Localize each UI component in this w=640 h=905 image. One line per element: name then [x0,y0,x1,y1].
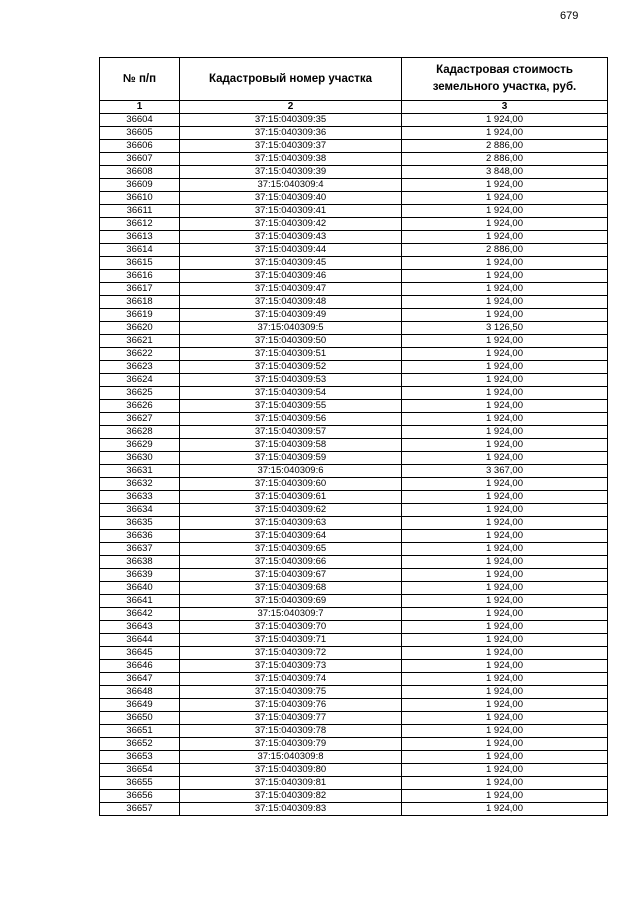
cadastral-number-cell: 37:15:040309:57 [180,426,402,439]
table-row [100,725,608,738]
table-row [100,517,608,530]
cadastral-number-cell: 37:15:040309:40 [180,192,402,205]
cadastral-number-cell: 37:15:040309:78 [180,725,402,738]
cadastral-value-cell: 1 924,00 [402,504,608,517]
table-row [100,738,608,751]
table-row [100,257,608,270]
cadastral-number-cell: 37:15:040309:51 [180,348,402,361]
cadastral-number-cell: 37:15:040309:67 [180,569,402,582]
row-number-cell: 36655 [100,777,180,790]
column-header-cadastral-number: Кадастровый номер участка [180,58,402,101]
cadastral-value-cell: 1 924,00 [402,738,608,751]
table-row [100,530,608,543]
row-number-cell: 36656 [100,790,180,803]
row-number-cell: 36651 [100,725,180,738]
cadastral-number-cell: 37:15:040309:37 [180,140,402,153]
table-row [100,621,608,634]
table-row [100,751,608,764]
column-number-row [100,101,608,114]
table-row [100,790,608,803]
cadastral-number-cell: 37:15:040309:64 [180,530,402,543]
column-header-cadastral-value: Кадастровая стоимость земельного участка, руб. [402,58,608,101]
cadastral-value-cell: 1 924,00 [402,764,608,777]
row-number-cell: 36643 [100,621,180,634]
cadastral-value-cell: 1 924,00 [402,530,608,543]
cadastral-number-cell: 37:15:040309:69 [180,595,402,608]
row-number-cell: 36625 [100,387,180,400]
cadastral-number-cell: 37:15:040309:76 [180,699,402,712]
cadastral-number-cell: 37:15:040309:39 [180,166,402,179]
cadastral-number-cell: 37:15:040309:6 [180,465,402,478]
cadastral-value-cell: 1 924,00 [402,673,608,686]
row-number-cell: 36604 [100,114,180,127]
cadastral-value-cell: 1 924,00 [402,348,608,361]
cadastral-number-cell: 37:15:040309:53 [180,374,402,387]
row-number-cell: 36615 [100,257,180,270]
cadastral-value-cell: 1 924,00 [402,569,608,582]
cadastral-value-cell: 1 924,00 [402,257,608,270]
cadastral-value-cell: 1 924,00 [402,790,608,803]
cadastral-number-cell: 37:15:040309:60 [180,478,402,491]
cadastral-value-cell: 1 924,00 [402,413,608,426]
table-row [100,569,608,582]
cadastral-value-cell: 1 924,00 [402,205,608,218]
row-number-cell: 36641 [100,595,180,608]
table-row [100,179,608,192]
cadastral-number-cell: 37:15:040309:5 [180,322,402,335]
table-row [100,556,608,569]
cadastral-value-cell: 2 886,00 [402,244,608,257]
cadastral-number-cell: 37:15:040309:73 [180,660,402,673]
cadastral-value-cell: 1 924,00 [402,309,608,322]
table-row [100,231,608,244]
row-number-cell: 36634 [100,504,180,517]
table-row [100,478,608,491]
row-number-cell: 36650 [100,712,180,725]
cadastral-value-cell: 1 924,00 [402,556,608,569]
cadastral-number-cell: 37:15:040309:75 [180,686,402,699]
cadastral-value-cell: 1 924,00 [402,452,608,465]
cadastral-value-cell: 2 886,00 [402,140,608,153]
row-number-cell: 36628 [100,426,180,439]
table-row [100,647,608,660]
cadastral-value-cell: 1 924,00 [402,179,608,192]
cadastral-value-cell: 1 924,00 [402,361,608,374]
table-row [100,452,608,465]
column-header-number: № п/п [100,58,180,101]
table-row [100,283,608,296]
table-row [100,140,608,153]
cadastral-value-cell: 1 924,00 [402,374,608,387]
row-number-cell: 36639 [100,569,180,582]
table-row [100,361,608,374]
cadastral-number-cell: 37:15:040309:56 [180,413,402,426]
table-row [100,764,608,777]
cadastral-value-cell: 1 924,00 [402,192,608,205]
cadastral-number-cell: 37:15:040309:49 [180,309,402,322]
cadastral-number-cell: 37:15:040309:36 [180,127,402,140]
cadastral-number-cell: 37:15:040309:52 [180,361,402,374]
cadastral-number-cell: 37:15:040309:58 [180,439,402,452]
cadastral-value-cell: 3 367,00 [402,465,608,478]
table-row [100,166,608,179]
row-number-cell: 36638 [100,556,180,569]
cadastral-value-cell: 1 924,00 [402,218,608,231]
table-row [100,270,608,283]
cadastral-number-cell: 37:15:040309:45 [180,257,402,270]
cadastral-value-cell: 2 886,00 [402,153,608,166]
row-number-cell: 36645 [100,647,180,660]
row-number-cell: 36617 [100,283,180,296]
table-row [100,205,608,218]
cadastral-value-cell: 1 924,00 [402,582,608,595]
cadastral-value-cell: 1 924,00 [402,517,608,530]
column-number-1: 1 [100,101,180,114]
cadastral-value-cell: 1 924,00 [402,751,608,764]
cadastral-value-cell: 1 924,00 [402,478,608,491]
row-number-cell: 36609 [100,179,180,192]
cadastral-value-cell: 1 924,00 [402,725,608,738]
cadastral-value-cell: 3 848,00 [402,166,608,179]
table-row [100,413,608,426]
cadastral-value-cell: 1 924,00 [402,283,608,296]
cadastral-value-cell: 1 924,00 [402,634,608,647]
table-row [100,218,608,231]
cadastral-value-cell: 1 924,00 [402,621,608,634]
row-number-cell: 36616 [100,270,180,283]
table-row [100,374,608,387]
table-row [100,387,608,400]
row-number-cell: 36614 [100,244,180,257]
cadastral-number-cell: 37:15:040309:80 [180,764,402,777]
cadastral-value-cell: 3 126,50 [402,322,608,335]
cadastral-value-cell: 1 924,00 [402,439,608,452]
cadastral-number-cell: 37:15:040309:81 [180,777,402,790]
row-number-cell: 36630 [100,452,180,465]
row-number-cell: 36637 [100,543,180,556]
table-row [100,660,608,673]
cadastral-value-cell: 1 924,00 [402,400,608,413]
column-number-2: 2 [180,101,402,114]
row-number-cell: 36626 [100,400,180,413]
row-number-cell: 36620 [100,322,180,335]
table-row [100,348,608,361]
cadastral-value-cell: 1 924,00 [402,777,608,790]
row-number-cell: 36623 [100,361,180,374]
cadastral-value-cell: 1 924,00 [402,543,608,556]
table-row [100,322,608,335]
cadastral-number-cell: 37:15:040309:54 [180,387,402,400]
table-row [100,426,608,439]
cadastral-value-cell: 1 924,00 [402,231,608,244]
row-number-cell: 36653 [100,751,180,764]
row-number-cell: 36611 [100,205,180,218]
cadastral-number-cell: 37:15:040309:63 [180,517,402,530]
cadastral-number-cell: 37:15:040309:55 [180,400,402,413]
row-number-cell: 36613 [100,231,180,244]
row-number-cell: 36607 [100,153,180,166]
row-number-cell: 36629 [100,439,180,452]
row-number-cell: 36621 [100,335,180,348]
cadastral-number-cell: 37:15:040309:35 [180,114,402,127]
table-row [100,595,608,608]
cadastral-value-cell: 1 924,00 [402,387,608,400]
row-number-cell: 36606 [100,140,180,153]
table-row [100,335,608,348]
table-row [100,634,608,647]
cadastral-value-cell: 1 924,00 [402,699,608,712]
row-number-cell: 36624 [100,374,180,387]
cadastral-number-cell: 37:15:040309:70 [180,621,402,634]
cadastral-table [99,57,608,816]
row-number-cell: 36649 [100,699,180,712]
page-number: 679 [560,10,579,22]
cadastral-number-cell: 37:15:040309:61 [180,491,402,504]
cadastral-value-cell: 1 924,00 [402,712,608,725]
cadastral-value-cell: 1 924,00 [402,127,608,140]
row-number-cell: 36622 [100,348,180,361]
table-row [100,543,608,556]
table-row [100,244,608,257]
row-number-cell: 36633 [100,491,180,504]
cadastral-number-cell: 37:15:040309:65 [180,543,402,556]
cadastral-value-cell: 1 924,00 [402,491,608,504]
header-row [100,58,608,101]
row-number-cell: 36647 [100,673,180,686]
cadastral-number-cell: 37:15:040309:38 [180,153,402,166]
row-number-cell: 36605 [100,127,180,140]
cadastral-number-cell: 37:15:040309:62 [180,504,402,517]
row-number-cell: 36636 [100,530,180,543]
cadastral-number-cell: 37:15:040309:59 [180,452,402,465]
cadastral-number-cell: 37:15:040309:48 [180,296,402,309]
table-row [100,439,608,452]
row-number-cell: 36608 [100,166,180,179]
row-number-cell: 36635 [100,517,180,530]
row-number-cell: 36648 [100,686,180,699]
cadastral-number-cell: 37:15:040309:71 [180,634,402,647]
cadastral-value-cell: 1 924,00 [402,647,608,660]
cadastral-number-cell: 37:15:040309:42 [180,218,402,231]
row-number-cell: 36646 [100,660,180,673]
table-row [100,712,608,725]
table-row [100,127,608,140]
cadastral-value-cell: 1 924,00 [402,296,608,309]
row-number-cell: 36657 [100,803,180,816]
table-row [100,400,608,413]
cadastral-number-cell: 37:15:040309:74 [180,673,402,686]
cadastral-value-cell: 1 924,00 [402,270,608,283]
row-number-cell: 36627 [100,413,180,426]
table-row [100,803,608,816]
row-number-cell: 36644 [100,634,180,647]
cadastral-value-cell: 1 924,00 [402,803,608,816]
table-row [100,777,608,790]
table-row [100,296,608,309]
row-number-cell: 36632 [100,478,180,491]
column-number-3: 3 [402,101,608,114]
cadastral-number-cell: 37:15:040309:82 [180,790,402,803]
cadastral-number-cell: 37:15:040309:4 [180,179,402,192]
cadastral-number-cell: 37:15:040309:8 [180,751,402,764]
cadastral-number-cell: 37:15:040309:50 [180,335,402,348]
table-row [100,192,608,205]
table-row [100,686,608,699]
table-row [100,114,608,127]
row-number-cell: 36610 [100,192,180,205]
cadastral-number-cell: 37:15:040309:47 [180,283,402,296]
cadastral-number-cell: 37:15:040309:41 [180,205,402,218]
cadastral-number-cell: 37:15:040309:44 [180,244,402,257]
table-row [100,582,608,595]
cadastral-value-cell: 1 924,00 [402,595,608,608]
cadastral-number-cell: 37:15:040309:66 [180,556,402,569]
row-number-cell: 36642 [100,608,180,621]
cadastral-number-cell: 37:15:040309:7 [180,608,402,621]
cadastral-number-cell: 37:15:040309:46 [180,270,402,283]
cadastral-value-cell: 1 924,00 [402,335,608,348]
table-row [100,504,608,517]
row-number-cell: 36640 [100,582,180,595]
table-row [100,699,608,712]
cadastral-number-cell: 37:15:040309:77 [180,712,402,725]
row-number-cell: 36612 [100,218,180,231]
table-row [100,153,608,166]
table-row [100,673,608,686]
row-number-cell: 36619 [100,309,180,322]
cadastral-number-cell: 37:15:040309:79 [180,738,402,751]
cadastral-value-cell: 1 924,00 [402,426,608,439]
cadastral-value-cell: 1 924,00 [402,114,608,127]
cadastral-number-cell: 37:15:040309:72 [180,647,402,660]
row-number-cell: 36654 [100,764,180,777]
row-number-cell: 36652 [100,738,180,751]
cadastral-value-cell: 1 924,00 [402,686,608,699]
table-row [100,491,608,504]
row-number-cell: 36631 [100,465,180,478]
cadastral-number-cell: 37:15:040309:83 [180,803,402,816]
cadastral-value-cell: 1 924,00 [402,608,608,621]
cadastral-number-cell: 37:15:040309:68 [180,582,402,595]
cadastral-value-cell: 1 924,00 [402,660,608,673]
table-row [100,309,608,322]
table-row [100,608,608,621]
table-row [100,465,608,478]
row-number-cell: 36618 [100,296,180,309]
cadastral-number-cell: 37:15:040309:43 [180,231,402,244]
